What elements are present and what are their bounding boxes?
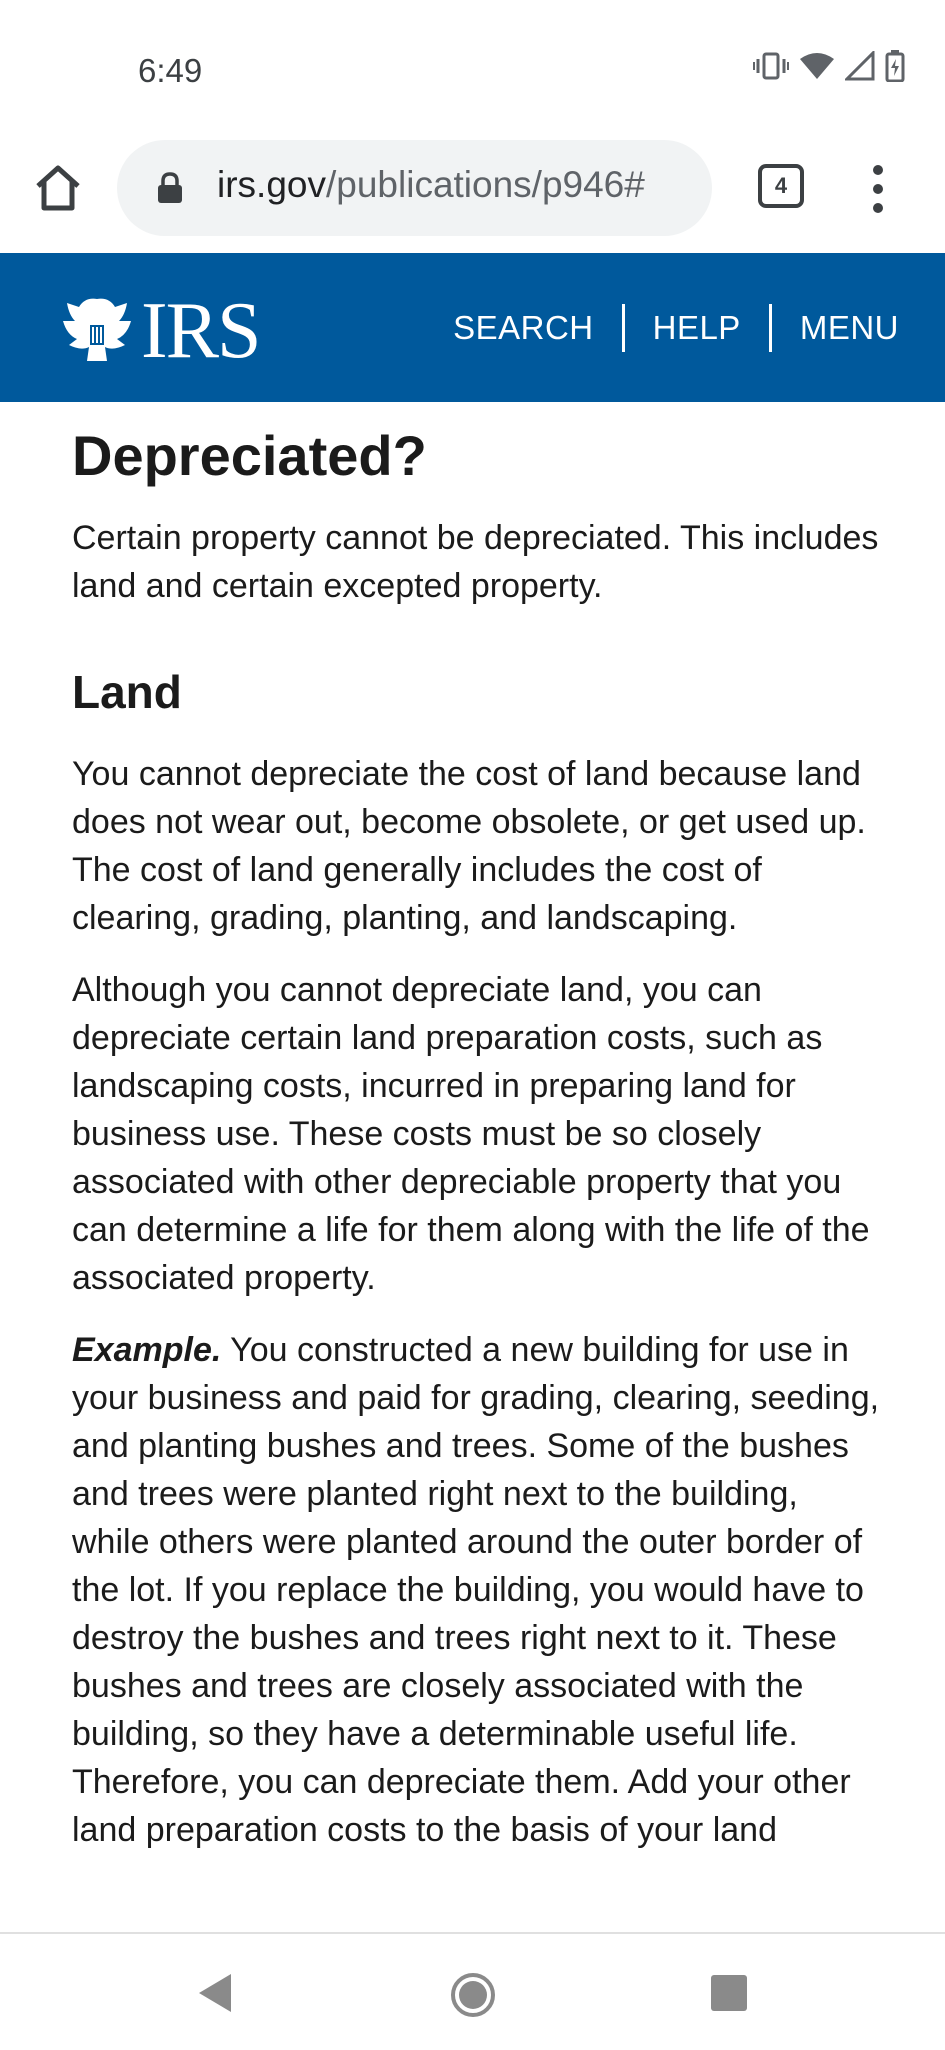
back-icon[interactable] bbox=[195, 1972, 235, 2014]
browser-toolbar bbox=[0, 140, 945, 253]
site-header bbox=[0, 253, 945, 402]
status-icons bbox=[753, 50, 905, 82]
example-paragraph bbox=[72, 1326, 882, 1854]
nav-menu-link[interactable]: MENU bbox=[799, 309, 899, 346]
status-time: 6:49 bbox=[138, 52, 203, 89]
url-bar[interactable] bbox=[117, 140, 712, 236]
signal-icon bbox=[845, 51, 875, 81]
url-path: /publications/p946# bbox=[325, 164, 645, 205]
tab-switcher-button[interactable]: 4 bbox=[758, 164, 804, 208]
wifi-icon bbox=[799, 51, 835, 81]
land-paragraph-2: Although you cannot depreciate land, you can depreciate certain land preparation costs, such as landscaping costs, incurred in preparing land for business use. These costs must be so closely associated with other depreciable property that you can determine a life for them along with the life of the associated property. bbox=[72, 971, 870, 1297]
nav-divider bbox=[622, 304, 625, 352]
system-nav-bar bbox=[0, 1932, 945, 2050]
nav-divider bbox=[769, 304, 772, 352]
page-heading: Depreciated? bbox=[72, 424, 427, 487]
section-heading-land: Land bbox=[72, 666, 182, 718]
more-options-icon[interactable] bbox=[870, 164, 886, 214]
eagle-icon bbox=[57, 295, 137, 367]
status-bar bbox=[0, 0, 945, 140]
example-label: Example. bbox=[72, 1331, 222, 1369]
irs-logo[interactable] bbox=[57, 287, 260, 375]
lock-icon bbox=[157, 172, 183, 204]
example-text: You constructed a new building for use in your business and paid for grading, clearing, seeding, and planting bushes and trees. Some of the bushes and trees were planted right next to the building, while others were planted around the outer border of the lot. If you replace the building, you would have to destroy the bushes and trees right next to it. These bushes and trees are closely associated with the building, so they have a determinable useful life. Therefore, you can depreciate them. Add your other land preparation costs to the basis of your land bbox=[72, 1331, 880, 1849]
url-domain: irs.gov bbox=[217, 164, 326, 205]
url-text bbox=[217, 164, 645, 206]
article-content bbox=[72, 402, 882, 1932]
intro-paragraph: Certain property cannot be depreciated. This includes land and certain excepted property. bbox=[72, 519, 879, 605]
site-nav bbox=[453, 303, 899, 353]
battery-charging-icon bbox=[885, 50, 905, 82]
land-paragraph-1: You cannot depreciate the cost of land because land does not wear out, become obsolete, or get used up. The cost of land generally includes the cost of clearing, grading, planting, and landscaping. bbox=[72, 755, 866, 937]
vibrate-icon bbox=[753, 51, 789, 81]
nav-help-link[interactable]: HELP bbox=[652, 309, 741, 346]
recent-apps-icon[interactable] bbox=[710, 1974, 748, 2012]
home-nav-icon[interactable] bbox=[450, 1972, 496, 2018]
home-icon[interactable] bbox=[32, 162, 84, 214]
nav-search-link[interactable]: SEARCH bbox=[453, 309, 594, 346]
irs-logo-text: IRS bbox=[141, 287, 260, 375]
